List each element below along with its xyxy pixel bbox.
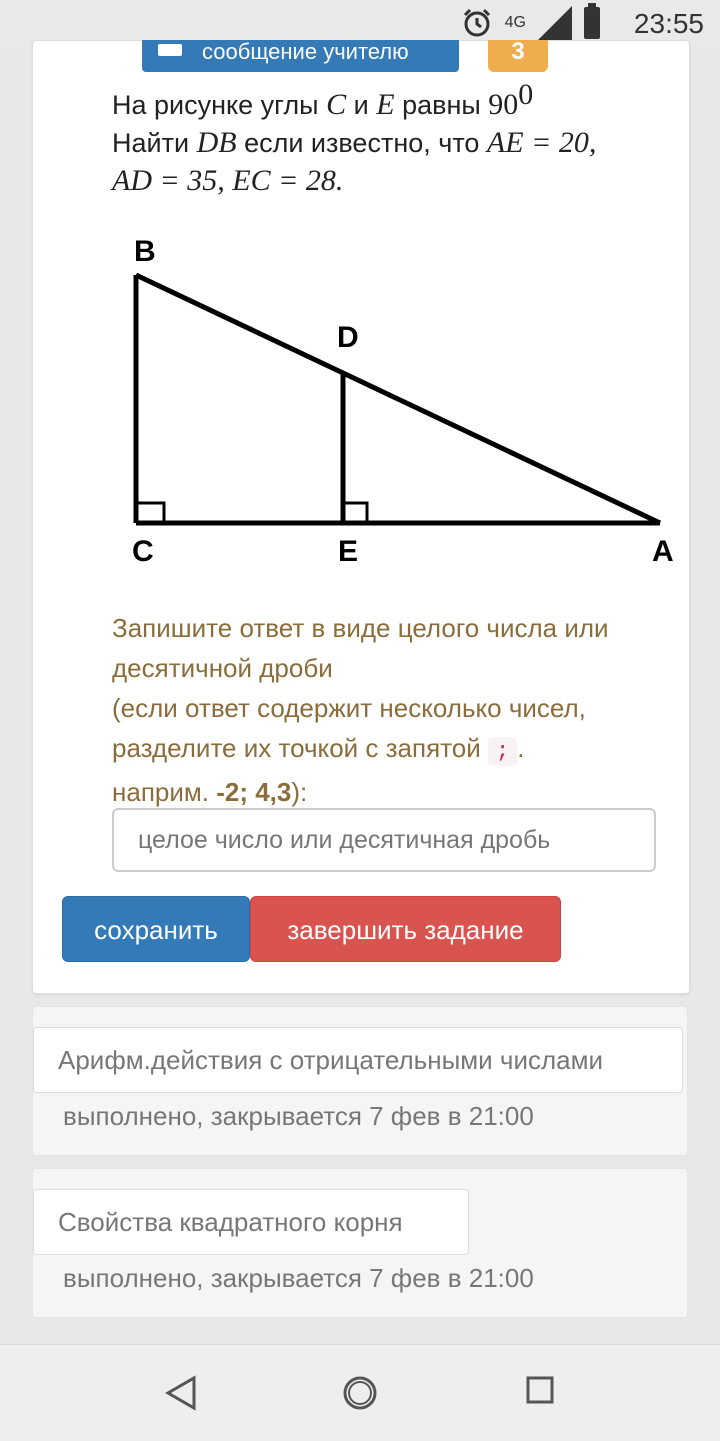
- instruction-example: наприм. -2; 4,3):: [112, 777, 308, 807]
- answer-instructions: [112, 608, 672, 812]
- task-status: выполнено, закрывается 7 фев в 21:00: [63, 1101, 534, 1131]
- separator-code: ;: [488, 737, 517, 766]
- label-e: E: [338, 535, 359, 568]
- problem-text: [112, 76, 672, 200]
- battery-icon: [584, 7, 600, 39]
- problem-line-1: На рисунке углы C и E равны $90^0$: [112, 78, 534, 121]
- answer-input[interactable]: [112, 808, 656, 872]
- task-card: [32, 1168, 688, 1318]
- message-teacher-button[interactable]: [142, 40, 459, 72]
- task-status: выполнено, закрывается 7 фев в 21:00: [63, 1263, 534, 1293]
- right-angle-e: [343, 503, 367, 523]
- right-angle-c: [136, 503, 164, 523]
- problem-line-3: AD = 35, EC = 28.: [112, 164, 344, 197]
- home-icon[interactable]: [340, 1375, 380, 1415]
- triangle-diagram: [112, 225, 682, 570]
- label-b: B: [134, 235, 156, 268]
- back-icon[interactable]: [164, 1375, 198, 1411]
- task-title-link[interactable]: Арифм.действия с отрицательными числами: [33, 1027, 683, 1093]
- instruction-line-2: (если ответ содержит несколько чисел, разделите их точкой с запятой ; .: [112, 693, 586, 764]
- save-button[interactable]: сохранить: [62, 896, 250, 962]
- label-d: D: [337, 321, 359, 354]
- task-title-link[interactable]: Свойства квадратного корня: [33, 1189, 469, 1255]
- alarm-icon: [461, 7, 493, 39]
- label-a: A: [652, 535, 674, 568]
- network-type: 4G: [504, 14, 526, 31]
- finish-task-button[interactable]: завершить задание: [250, 896, 561, 962]
- status-icons: [461, 6, 600, 40]
- segment-ba: [136, 275, 660, 523]
- attempts-badge: 3: [488, 40, 548, 72]
- message-teacher-label: сообщение учителю: [202, 39, 409, 64]
- label-c: C: [132, 535, 154, 568]
- system-nav-bar: [0, 1344, 720, 1441]
- problem-line-2: Найти DB если известно, что AE = 20,: [112, 126, 597, 159]
- clock: 23:55: [633, 8, 704, 39]
- instruction-line-1: Запишите ответ в виде целого числа или десятичной дроби: [112, 613, 609, 683]
- signal-icon: [538, 6, 572, 40]
- recents-icon[interactable]: [524, 1375, 556, 1407]
- message-icon: [158, 44, 182, 56]
- task-card: [32, 1006, 688, 1156]
